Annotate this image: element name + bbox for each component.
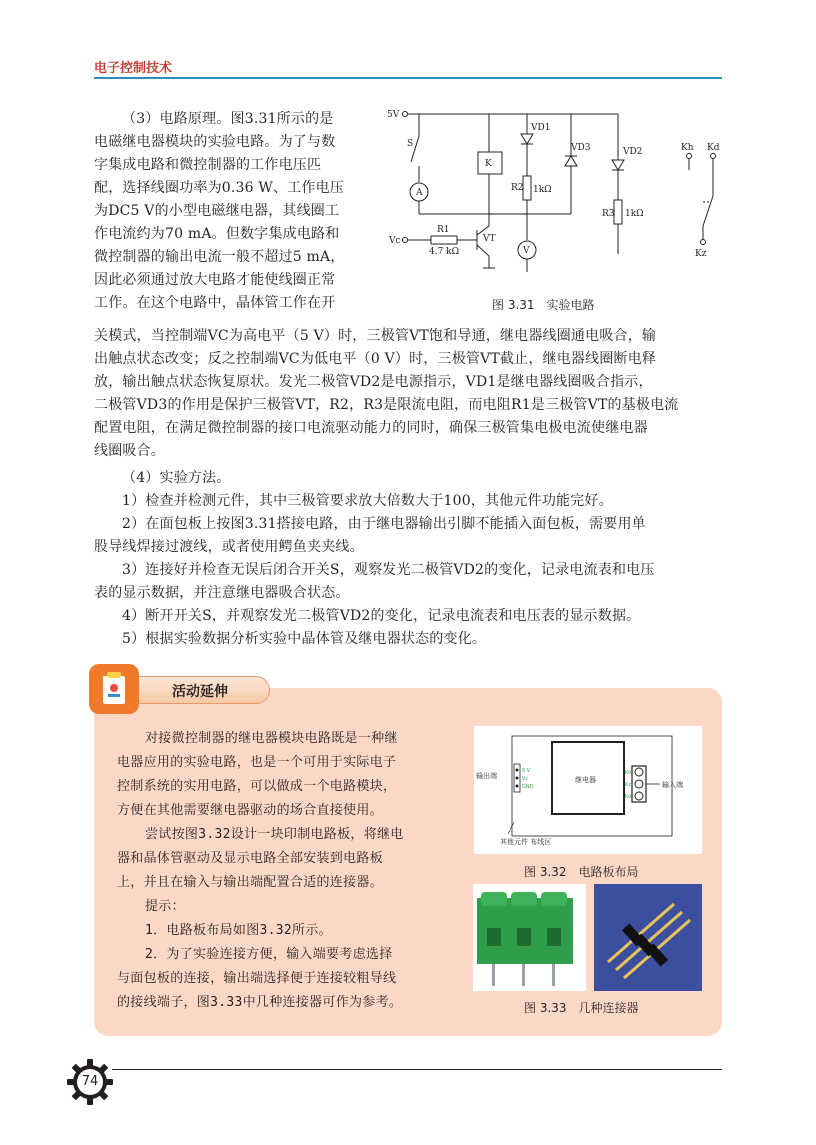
figure-333-caption: 图 3.33 几种连接器 — [524, 1001, 639, 1015]
pcb-other-label: 其他元件 布线区 — [500, 838, 552, 846]
text-line: 方便在其他需要继电器驱动的场合直接使用。 — [117, 803, 384, 818]
step-line: 3）连接好并检查无误后闭合开关S，观察发光二极管VD2的变化，记录电流表和电压 — [122, 562, 655, 578]
step-line: 4）断开开关S，并观察发光二极管VD2的变化，记录电流表和电压表的显示数据。 — [122, 608, 641, 624]
text-line: 微控制器的输出电流一般不超过5 mA， — [94, 249, 345, 265]
section4-text — [94, 467, 722, 651]
text-line: 二极管VD3的作用是保护三极管VT，R2，R3是限流电阻，而电阻R1是三极管VT的基极电流 — [94, 397, 679, 413]
text-line: 字集成电路和微控制器的工作电压匹 — [94, 157, 322, 173]
section4-heading: （4）实验方法。 — [122, 470, 231, 486]
label-kd: Kd — [707, 143, 720, 153]
text-line: 1．电路板布局如图3.32所示。 — [145, 923, 332, 938]
label-relay: K — [485, 159, 492, 169]
text-line: 对接微控制器的继电器模块电路既是一种继 — [145, 731, 398, 746]
text-line: 放，输出触点状态恢复原状。发光二极管VD2是电源指示，VD1是继电器线圈吸合指示， — [94, 374, 653, 390]
text-line: 工作。在这个电路中，晶体管工作在开 — [94, 295, 336, 311]
text-line: 2．为了实验连接方便，输入端要考虑选择 — [145, 947, 393, 962]
text-line: 配，选择线圈功率为0.36 W、工作电压 — [94, 180, 345, 196]
pcb-relay-label: 继电器 — [575, 776, 596, 784]
text-line: 控制系统的实用电路，可以做成一个电路模块， — [117, 779, 397, 794]
text-line: 关模式，当控制端VC为高电平（5 V）时，三极管VT饱和导通，继电器线圈通电吸合，输 — [94, 328, 657, 344]
pcb-pin: GND — [522, 784, 534, 790]
activity-text — [117, 727, 460, 1015]
text-line: 为DC5 V的小型电磁继电器，其线圈工 — [94, 203, 340, 219]
step-line: 股导线焊接过渡线，或者使用鳄鱼夹夹线。 — [94, 539, 364, 555]
label-r1-value: 4.7 kΩ — [429, 247, 460, 257]
text-line: 器和晶体管驱动及显示电路全部安装到电路板 — [117, 851, 384, 866]
label-r3: R3 — [602, 209, 615, 219]
figure-332-caption: 图 3.32 电路板布局 — [524, 865, 639, 879]
label-vd1: VD1 — [531, 123, 551, 133]
section3-wide-text — [94, 325, 722, 463]
label-vd3: VD3 — [571, 143, 591, 153]
label-r3-value: 1kΩ — [625, 209, 644, 219]
label-r2-value: 1kΩ — [533, 185, 552, 195]
label-ammeter: A — [416, 188, 423, 198]
section3-narrow-text — [94, 108, 374, 315]
activity-icon — [89, 664, 139, 714]
text-line: 配置电阻，在满足微控制器的接口电流驱动能力的同时，确保三极管集电极电流使继电器 — [94, 420, 648, 436]
text-line: 因此必须通过放大电路才能使线圈正常 — [94, 272, 336, 288]
label-r2: R2 — [511, 183, 524, 193]
pin-header-photo — [594, 884, 702, 991]
text-line: 线圈吸合。 — [94, 443, 165, 459]
label-5v: 5V — [387, 110, 400, 120]
pcb-k-pin: Kz — [625, 782, 631, 788]
activity-title: 活动延伸 — [172, 684, 228, 700]
pcb-output-label: 输出端 — [476, 772, 497, 780]
text-line: 电磁继电器模块的实验电路。为了与数 — [94, 134, 336, 150]
header-rule — [94, 77, 722, 79]
text-line: 提示： — [145, 899, 185, 914]
text-line: 作电流约为70 mA。但数字集成电路和 — [94, 226, 340, 242]
label-vd2: VD2 — [623, 147, 643, 157]
page-number: 74 — [81, 1074, 99, 1089]
text-line: 尝试按图3.32设计一块印制电路板，将继电 — [145, 827, 404, 842]
text-line: 与面包板的连接，输出端选择便于连接较粗导线 — [117, 971, 397, 986]
step-line: 5）根据实验数据分析实验中晶体管及继电器状态的变化。 — [122, 631, 487, 647]
pcb-k-pin: Kh — [625, 770, 632, 776]
figure-331-caption: 图 3.31 实验电路 — [492, 298, 595, 312]
label-vc: Vc — [389, 236, 401, 246]
label-transistor: VT — [483, 234, 496, 244]
pcb-pin: Vc — [522, 776, 529, 782]
pcb-k-pin: Kd — [625, 794, 632, 800]
text-line: 的接线端子，图3.33中几种连接器可作为参考。 — [117, 995, 403, 1010]
step-line: 表的显示数据，并注意继电器吸合状态。 — [94, 585, 350, 601]
text-line: 出触点状态改变；反之控制端VC为低电平（0 V）时，三极管VT截止，继电器线圈断电释 — [94, 351, 657, 367]
label-kz: Kz — [695, 249, 707, 259]
pcb-layout-diagram — [474, 726, 702, 854]
text-line: 电器应用的实验电路，也是一个可用于实际电子 — [117, 755, 397, 770]
label-voltmeter: V — [523, 246, 530, 256]
label-switch: S — [407, 139, 414, 149]
pcb-pin: 5 V — [522, 768, 531, 774]
footer-rule — [112, 1069, 722, 1070]
step-line: 2）在面包板上按图3.31搭接电路，由于继电器输出引脚不能插入面包板，需要用单 — [122, 516, 646, 532]
label-r1: R1 — [437, 225, 450, 235]
text-line: （3）电路原理。图3.31所示的是 — [122, 111, 334, 127]
terminal-block-photo — [473, 884, 586, 991]
label-kh: Kh — [681, 143, 694, 153]
circuit-diagram — [385, 104, 727, 292]
step-line: 1）检查并检测元件，其中三极管要求放大倍数大于100，其他元件功能完好。 — [122, 493, 613, 509]
text-line: 上，并且在输入与输出端配置合适的连接器。 — [117, 875, 384, 890]
running-header: 电子控制技术 — [94, 61, 173, 76]
pcb-input-label: 输入端 — [662, 781, 683, 789]
